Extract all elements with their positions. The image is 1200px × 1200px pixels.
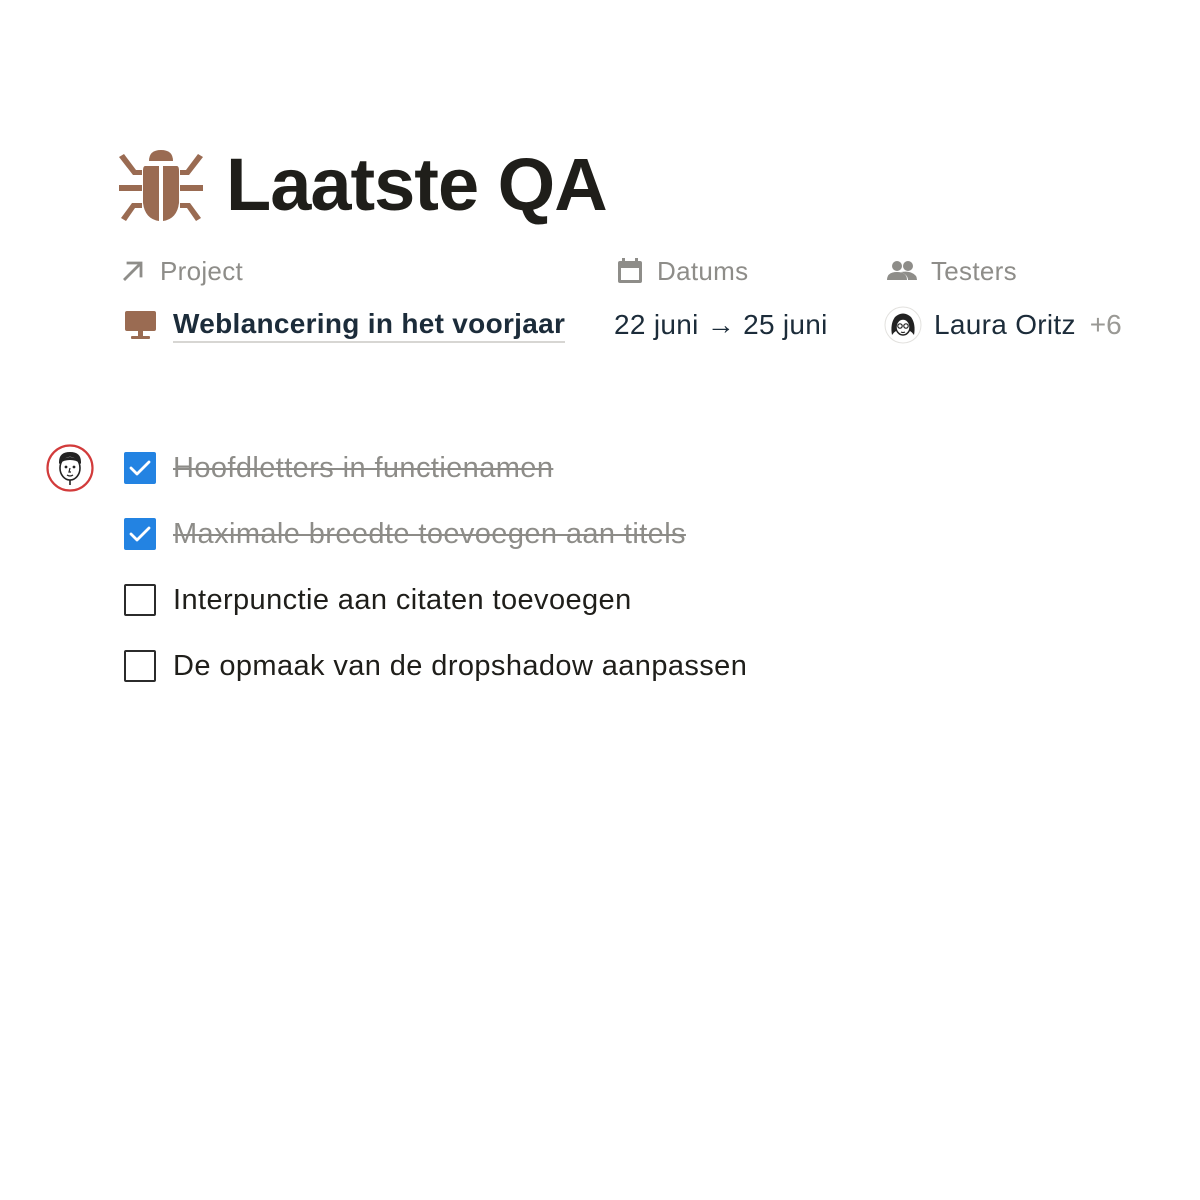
todo-text[interactable]: Interpunctie aan citaten toevoegen (173, 583, 632, 616)
calendar-icon (617, 258, 643, 284)
todo-checkbox[interactable] (124, 650, 156, 682)
todo-item (124, 448, 553, 488)
todo-text[interactable]: Hoofdletters in functienamen (173, 451, 554, 484)
bug-icon[interactable] (118, 147, 204, 223)
todo-checkbox[interactable] (124, 452, 156, 484)
desktop-icon (120, 308, 160, 342)
property-label: Project (160, 255, 244, 286)
testers-value[interactable] (884, 306, 1122, 344)
todo-item (124, 646, 747, 686)
todo-item (124, 580, 632, 620)
property-testers (887, 250, 1122, 340)
project-relation-link[interactable] (120, 306, 565, 344)
check-icon (129, 459, 151, 477)
avatar[interactable] (884, 306, 922, 344)
page-title[interactable]: Laatste QA (226, 143, 607, 226)
todo-checkbox[interactable] (124, 518, 156, 550)
property-label: Testers (931, 255, 1017, 286)
date-range-text: 22 juni → 25 juni (614, 309, 828, 340)
todo-checkbox[interactable] (124, 584, 156, 616)
property-project (120, 250, 566, 339)
property-header[interactable] (120, 250, 243, 292)
todo-text[interactable]: Maximale breedte toevoegen aan titels (173, 517, 686, 550)
property-header[interactable] (617, 250, 748, 292)
tester-name: Laura Oritz (934, 309, 1076, 340)
property-label: Datums (657, 255, 749, 286)
project-link-text[interactable]: Weblancering in het voorjaar (173, 308, 565, 343)
arrow-up-right-icon (120, 258, 146, 284)
check-icon (129, 525, 151, 543)
people-icon (887, 258, 917, 284)
more-testers-count[interactable]: +6 (1089, 309, 1122, 340)
todo-text[interactable]: De opmaak van de dropshadow aanpassen (173, 649, 748, 682)
property-header[interactable] (887, 250, 1017, 292)
dates-value[interactable] (614, 306, 828, 344)
property-dates (614, 250, 828, 340)
title-row (118, 140, 607, 230)
todo-item (124, 514, 686, 554)
avatar[interactable] (46, 444, 94, 492)
